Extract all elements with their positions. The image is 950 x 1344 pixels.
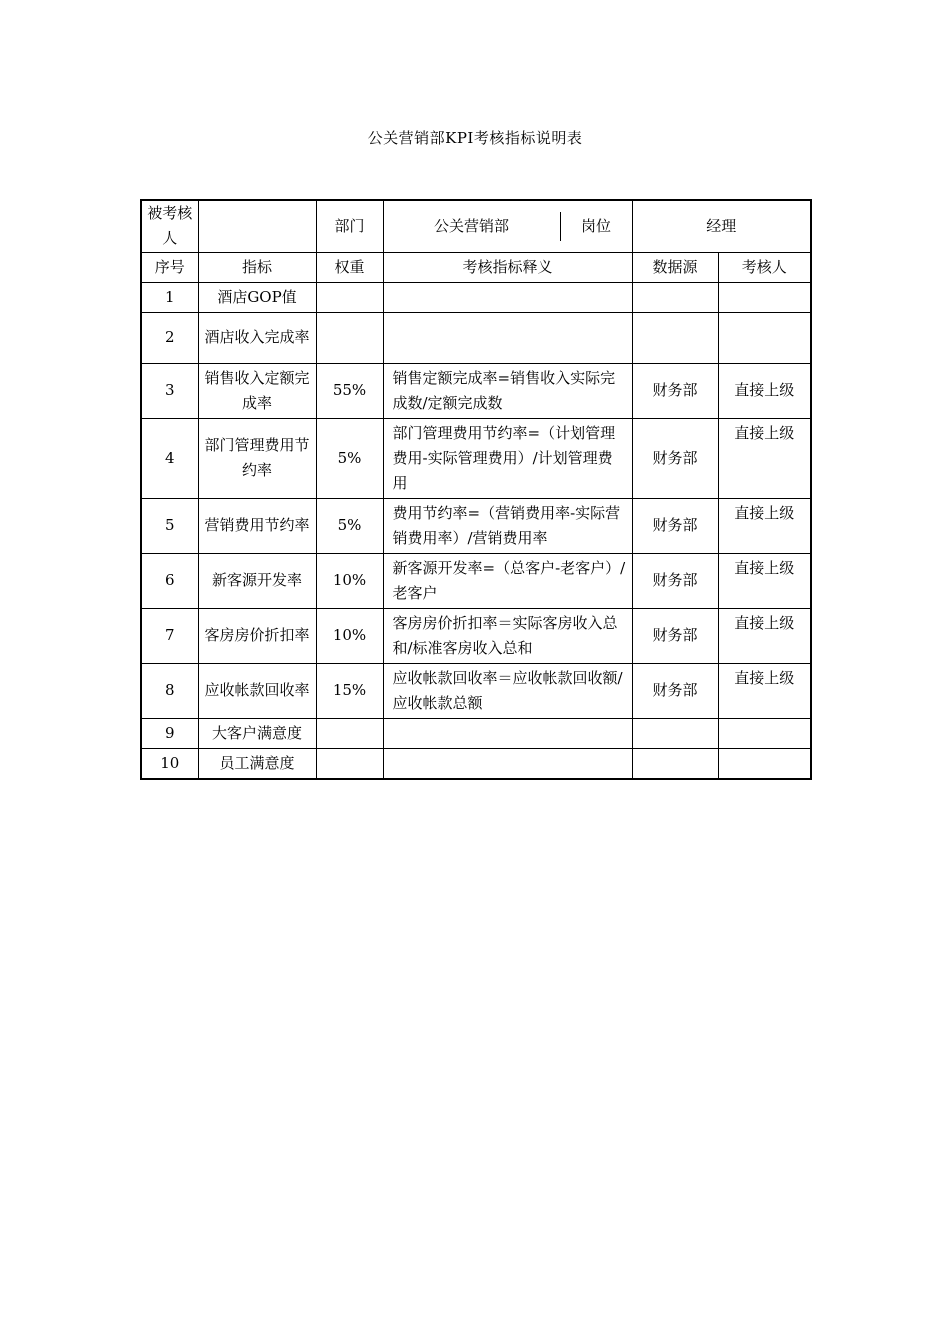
dept-value: 公关营销部 [433,216,509,235]
row-definition [383,718,632,748]
row-source: 财务部 [632,418,718,498]
row-assessor [718,718,811,748]
row-indicator: 酒店GOP值 [198,282,316,312]
row-number: 8 [141,663,198,718]
table-row [141,418,811,498]
row-weight [316,312,383,363]
column-header: 指标 [198,252,316,282]
row-source [632,282,718,312]
row-source: 财务部 [632,608,718,663]
row-source: 财务部 [632,498,718,553]
table-row [141,498,811,553]
row-number: 7 [141,608,198,663]
row-weight: 15% [316,663,383,718]
row-source [632,718,718,748]
column-header-row [141,252,811,282]
row-definition: 客房房价折扣率＝实际客房收入总和/标准客房收入总和 [383,608,632,663]
table-row [141,553,811,608]
row-source [632,312,718,363]
row-definition [383,312,632,363]
row-assessor: 直接上级 [718,498,811,553]
row-source: 财务部 [632,663,718,718]
row-definition: 新客源开发率=（总客户-老客户）/老客户 [383,553,632,608]
row-weight: 5% [316,418,383,498]
row-number: 4 [141,418,198,498]
row-definition [383,282,632,312]
row-source: 财务部 [632,553,718,608]
row-definition: 费用节约率=（营销费用率-实际营销费用率）/营销费用率 [383,498,632,553]
row-number: 3 [141,363,198,418]
row-assessor [718,312,811,363]
row-indicator: 新客源开发率 [198,553,316,608]
column-header: 序号 [141,252,198,282]
document-title: 公关营销部KPI考核指标说明表 [367,129,583,147]
row-weight [316,718,383,748]
row-source [632,748,718,779]
table-row [141,363,811,418]
row-weight: 10% [316,608,383,663]
row-weight [316,748,383,779]
column-header: 权重 [316,252,383,282]
row-indicator: 部门管理费用节约率 [198,418,316,498]
assessee-label: 被考核人 [141,200,198,252]
row-indicator: 应收帐款回收率 [198,663,316,718]
position-label: 岗位 [580,216,611,235]
row-assessor: 直接上级 [718,608,811,663]
row-assessor [718,748,811,779]
row-assessor: 直接上级 [718,663,811,718]
row-indicator: 酒店收入完成率 [198,312,316,363]
row-source: 财务部 [632,363,718,418]
row-number: 5 [141,498,198,553]
row-weight: 55% [316,363,383,418]
dept-value-cell [383,200,632,252]
table-row [141,608,811,663]
column-header: 考核人 [718,252,811,282]
row-definition [383,748,632,779]
row-assessor: 直接上级 [718,418,811,498]
row-definition: 应收帐款回收率＝应收帐款回收额/应收帐款总额 [383,663,632,718]
assessee-value [198,200,316,252]
row-number: 2 [141,312,198,363]
column-header: 考核指标释义 [383,252,632,282]
table-row [141,663,811,718]
row-indicator: 销售收入定额完成率 [198,363,316,418]
table-row [141,312,811,363]
table-row [141,718,811,748]
row-number: 9 [141,718,198,748]
table-row [141,748,811,779]
table-row [141,282,811,312]
row-indicator: 大客户满意度 [198,718,316,748]
row-definition: 部门管理费用节约率=（计划管理费用-实际管理费用）/计划管理费用 [383,418,632,498]
row-assessor [718,282,811,312]
row-indicator: 营销费用节约率 [198,498,316,553]
row-weight: 10% [316,553,383,608]
row-indicator: 客房房价折扣率 [198,608,316,663]
row-number: 6 [141,553,198,608]
row-number: 10 [141,748,198,779]
row-number: 1 [141,282,198,312]
row-assessor: 直接上级 [718,553,811,608]
row-weight: 5% [316,498,383,553]
row-weight [316,282,383,312]
kpi-table [140,199,812,780]
row-assessor: 直接上级 [718,363,811,418]
column-header: 数据源 [632,252,718,282]
row-indicator: 员工满意度 [198,748,316,779]
dept-label: 部门 [316,200,383,252]
row-definition: 销售定额完成率=销售收入实际完成数/定额完成数 [383,363,632,418]
header-info-row [141,200,811,252]
position-value: 经理 [632,200,811,252]
